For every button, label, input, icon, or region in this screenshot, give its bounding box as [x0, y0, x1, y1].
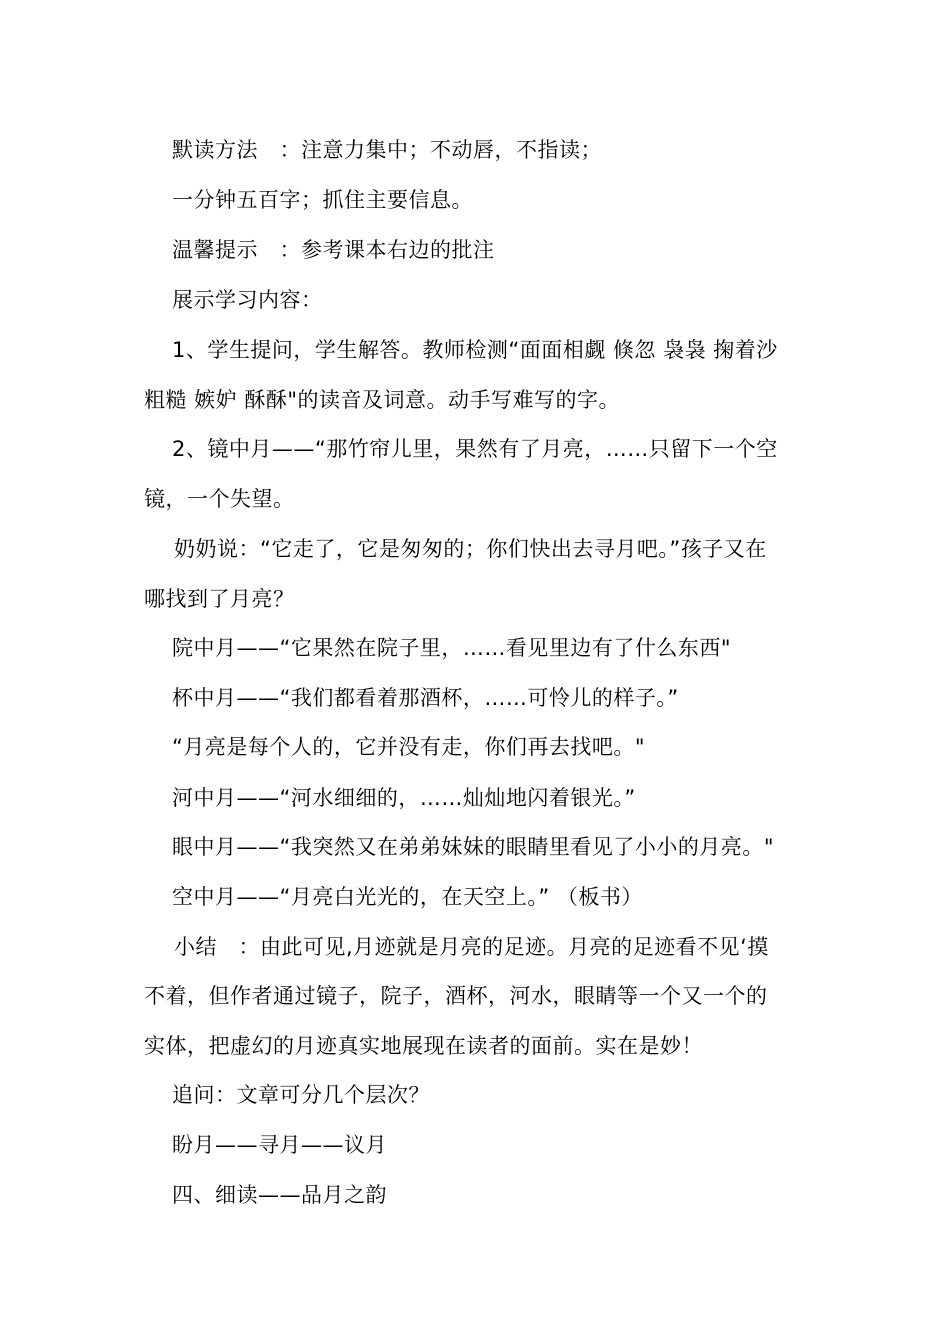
- text-line: 不着，但作者通过镜子，院子，酒杯，河水，眼睛等一个又一个的: [144, 984, 768, 1008]
- text-line: 实体，把虚幻的月迹真实地展现在读者的面前。实在是妙！: [144, 1034, 703, 1058]
- text-line: 杯中月——“我们都看着那酒杯，……可怜儿的样子。”: [172, 686, 679, 710]
- text-line: 眼中月——“我突然又在弟弟妹妹的眼睛里看见了小小的月亮。": [172, 835, 775, 859]
- text-line: 粗糙 嫉妒 酥酥"的读音及词意。动手写难写的字。: [144, 388, 621, 412]
- text-line: 展示学习内容：: [172, 288, 323, 312]
- text-line: “月亮是每个人的，它并没有走，你们再去找吧。": [172, 735, 646, 759]
- text-line: 镜，一个失望。: [144, 487, 295, 511]
- text-line: 奶奶说：“它走了，它是匆匆的；你们快出去寻月吧。”孩子又在: [174, 537, 767, 561]
- text-line: 院中月——“它果然在院子里，……看见里边有了什么东西": [172, 636, 732, 660]
- text-line: 温馨提示 ：参考课本右边的批注: [172, 238, 495, 262]
- text-line: 小结 ：由此可见,月迹就是月亮的足迹。月亮的足迹看不见‘摸: [174, 935, 769, 959]
- text-line: 哪找到了月亮？: [144, 587, 295, 611]
- text-line: 1、学生提问，学生解答。教师检测“面面相觑 倏忽 袅袅 掬着沙: [172, 338, 778, 362]
- text-line: 2、镜中月——“那竹帘儿里，果然有了月亮，……只留下一个空: [172, 437, 778, 461]
- text-line: 河中月——“河水细细的，……灿灿地闪着银光。”: [172, 786, 636, 810]
- text-line: 四、细读——品月之韵: [172, 1183, 387, 1207]
- text-line: 一分钟五百字；抓住主要信息。: [172, 188, 473, 212]
- text-line: 追问：文章可分几个层次？: [172, 1083, 430, 1107]
- text-line: 默读方法 ：注意力集中；不动唇，不指读；: [172, 138, 602, 162]
- text-line: 空中月——“月亮白光光的，在天空上。” （板书）: [172, 885, 643, 909]
- text-line: 盼月——寻月——议月: [172, 1133, 387, 1157]
